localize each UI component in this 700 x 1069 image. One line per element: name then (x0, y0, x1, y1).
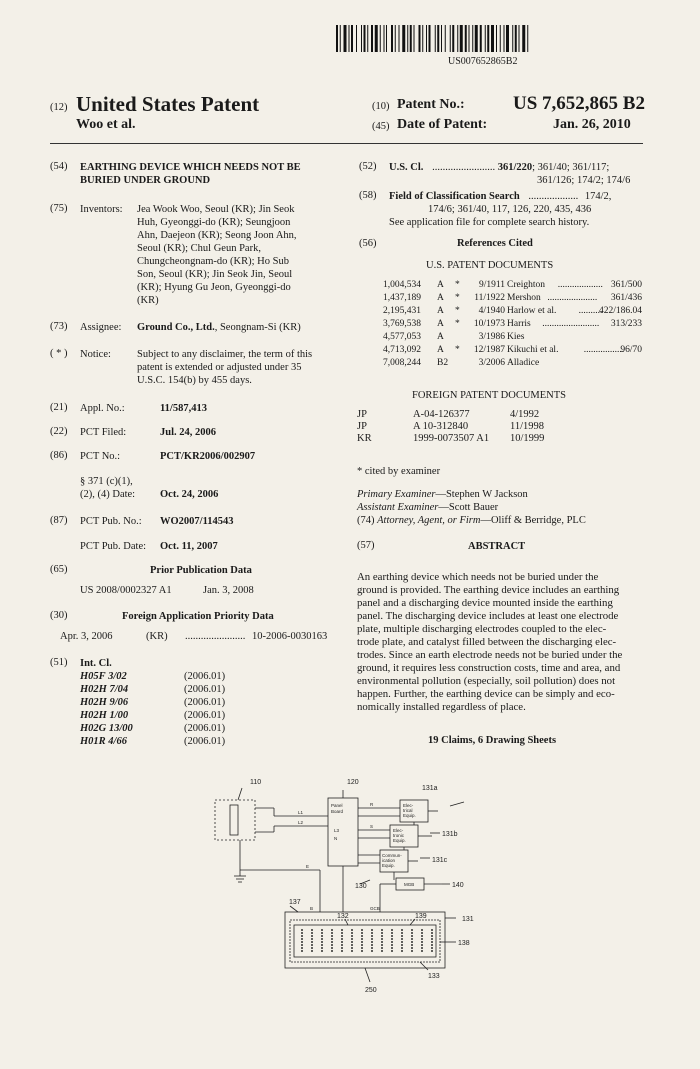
abstract-line: trode plate, and catalyst filled between the discharging elec- (357, 636, 617, 648)
uscl-main: 361/220 (497, 162, 533, 173)
foreign-doc-date: 4/1992 (510, 409, 540, 420)
us-doc-cls: 313/233 (610, 319, 642, 329)
us-doc-name: Creighton (507, 280, 545, 290)
code-86: (86) (50, 450, 68, 461)
us-doc-date: 12/1987 (473, 345, 505, 355)
refs-heading: References Cited (457, 238, 533, 249)
intcl-code: H02H 7/04 (80, 684, 129, 695)
us-doc-name: Kies (507, 332, 525, 342)
prior-pub-heading: Prior Publication Data (150, 565, 252, 576)
us-doc-name: Harlow et al. (507, 306, 557, 316)
us-doc-date: 10/1973 (473, 319, 505, 329)
fig-box-b-1: Elec- (393, 828, 404, 833)
fig-box-b-2: tronic (393, 833, 405, 838)
us-doc-no: 1,437,189 (383, 293, 421, 303)
prior-pub-no: US 2008/0002327 A1 (80, 585, 172, 596)
code-75: (75) (50, 203, 68, 214)
code-45: (45) (372, 121, 390, 132)
primary-name: —Stephen W Jackson (435, 489, 528, 500)
fig-coil (230, 805, 238, 835)
foreign-doc-date: 10/1999 (510, 433, 545, 444)
fp-dots: ....................... (185, 631, 246, 642)
code-30: (30) (50, 610, 68, 621)
code-65: (65) (50, 564, 68, 575)
us-doc-date: 3/2006 (478, 358, 505, 368)
foreign-doc-country: JP (357, 421, 367, 432)
fig-wire-l3: L3 (334, 828, 340, 833)
fp-number: 10-2006-0030163 (252, 631, 328, 642)
intcl-label: Int. Cl. (80, 658, 112, 669)
assignee (137, 321, 301, 334)
assignee-location: , Seongnam-Si (KR) (214, 322, 301, 333)
intcl-version: (2006.01) (184, 710, 226, 721)
intcl-code: H02H 1/00 (80, 710, 129, 721)
us-doc-kind: A (437, 345, 444, 355)
fig-label-120: 120 (347, 779, 359, 786)
title-line-2: BURIED UNDER GROUND (80, 175, 211, 186)
assistant-examiner (357, 501, 498, 514)
fig-label-140: 140 (452, 882, 464, 889)
code-56: (56) (359, 238, 377, 249)
us-doc-kind: A (437, 293, 444, 303)
fig-wire-s: S (370, 824, 374, 829)
inventor-short: Woo et al. (76, 117, 136, 132)
foreign-doc-number: A-04-126377 (413, 409, 470, 420)
us-doc-no: 4,577,053 (383, 332, 421, 342)
pct-pub-date: Oct. 11, 2007 (160, 541, 218, 552)
uscl-label: U.S. Cl. (389, 162, 424, 173)
assignee-name: Ground Co., Ltd. (137, 322, 215, 333)
s371-line-2: (2), (4) Date: (80, 489, 136, 500)
foreign-doc-country: JP (357, 409, 367, 420)
abstract-line: plate, multiple discharging electrodes coupled to the elec- (357, 623, 607, 635)
patent-date: Jan. 26, 2010 (553, 117, 631, 132)
fig-box-b-3: Equip. (393, 838, 406, 843)
code-54: (54) (50, 161, 68, 172)
us-doc-name: Mershon (507, 293, 541, 303)
code-21: (21) (50, 402, 68, 413)
fig-label-110: 110 (250, 779, 262, 786)
field-label: Field of Classification Search (389, 191, 520, 202)
us-doc-no: 2,195,431 (383, 306, 421, 316)
uscl-dots: ........................ (432, 162, 496, 173)
header-rule (50, 143, 643, 144)
intcl-version: (2006.01) (184, 736, 226, 747)
foreign-doc-country: KR (357, 433, 372, 444)
assistant-name: —Scott Bauer (438, 502, 499, 513)
inventor-line: (KR); Hyung Gu Jeon, Gyeonggi-do (137, 282, 291, 293)
notice-label: Notice: (80, 349, 111, 360)
fig-label-131: 131 (462, 916, 474, 923)
fig-label-131b: 131b (442, 831, 458, 838)
foreign-doc-number: A 10-312840 (413, 421, 469, 432)
fig-label-133: 133 (428, 973, 440, 980)
fig-wire-b: B (310, 906, 314, 911)
us-doc-kind: B2 (437, 358, 449, 368)
fig-wire-l1: L1 (298, 810, 304, 815)
abstract-heading: ABSTRACT (468, 541, 526, 552)
fig-earthing-panel (285, 912, 445, 968)
code-22: (22) (50, 426, 68, 437)
us-doc-cls: 422/186.04 (598, 306, 642, 316)
code-10: (10) (372, 101, 390, 112)
appl-no-label: Appl. No.: (80, 403, 125, 414)
us-docs-heading: U.S. PATENT DOCUMENTS (426, 260, 554, 271)
us-doc-kind: A (437, 319, 444, 329)
us-doc-kind: A (437, 280, 444, 290)
fig-box-c-1: Commun- (382, 853, 402, 858)
attorney-name: —Oliff & Berridge, PLC (480, 515, 586, 526)
code-57: (57) (357, 540, 375, 551)
pct-pub-no: WO2007/114543 (160, 516, 234, 527)
abstract-line: panel. The discharging device includes at least one electrode (357, 610, 619, 622)
us-doc-cls: 361/500 (610, 280, 642, 290)
abstract-line: nomically installed regardless of place. (357, 701, 526, 713)
us-doc-star: * (455, 345, 460, 355)
fig-wire-e: E (306, 864, 310, 869)
pct-no-label: PCT No.: (80, 451, 121, 462)
inventor-line: Chungcheongnam-do (KR); Ho Sub (137, 256, 289, 267)
us-doc-name: Alladice (507, 358, 540, 368)
pct-pub-date-label: PCT Pub. Date: (80, 541, 147, 552)
date-label: Date of Patent: (397, 117, 488, 132)
abstract-line: ground, it requires less construction costs, time and area, and (357, 662, 621, 674)
fig-panel-label-1: Panel (331, 803, 343, 808)
code-58: (58) (359, 190, 377, 201)
us-doc-dots: ................. (583, 345, 625, 355)
code-51: (51) (50, 657, 68, 668)
pct-no: PCT/KR2006/002907 (160, 451, 256, 462)
document-title: United States Patent (76, 92, 260, 116)
us-doc-name: Kikuchi et al. (507, 345, 559, 355)
us-doc-star: * (455, 319, 460, 329)
patent-no-label: Patent No.: (397, 97, 465, 112)
fig-label-138: 138 (458, 940, 470, 947)
us-doc-name: Harris (507, 319, 531, 329)
title-line-1: EARTHING DEVICE WHICH NEEDS NOT BE (80, 162, 301, 173)
s371-line-1: § 371 (c)(1), (80, 476, 133, 487)
fig-box-a-1: Elec- (403, 803, 414, 808)
fig-source-box (215, 800, 255, 840)
intcl-version: (2006.01) (184, 723, 226, 734)
prior-pub-date: Jan. 3, 2008 (203, 585, 254, 596)
inventor-line: Jea Wook Woo, Seoul (KR); Jin Seok (137, 204, 295, 215)
fig-label-250: 250 (365, 987, 377, 994)
claims-summary: 19 Claims, 6 Drawing Sheets (428, 735, 557, 746)
us-doc-date: 9/1911 (478, 280, 505, 290)
us-doc-date: 11/1922 (474, 293, 505, 303)
fig-label-131a: 131a (422, 785, 438, 792)
fig-box-a-2: trical (403, 808, 413, 813)
assistant-label: Assistant Examiner (357, 502, 439, 513)
fig-mgb-label: MGB (404, 882, 415, 887)
foreign-doc-date: 11/1998 (510, 421, 545, 432)
foreign-docs-heading: FOREIGN PATENT DOCUMENTS (412, 390, 567, 401)
code-12: (12) (50, 102, 68, 113)
pct-filed-label: PCT Filed: (80, 427, 127, 438)
field-dots: ................... (528, 191, 579, 202)
fig-box-a-3: Equip. (403, 813, 416, 818)
assignee-label: Assignee: (80, 322, 122, 333)
code-74: (74) (357, 515, 375, 526)
intcl-code: H05F 3/02 (80, 671, 127, 682)
fig-wire-gcb: GCB (370, 906, 380, 911)
fig-wire-r: R (370, 802, 374, 807)
us-doc-star: * (455, 280, 460, 290)
fig-wire-l2: L2 (298, 820, 304, 825)
abstract-line: panel and a discharging device mounted inside the earthing (357, 597, 613, 609)
us-doc-date: 4/1940 (478, 306, 505, 316)
fp-country: (KR) (146, 631, 168, 642)
pct-filed: Jul. 24, 2006 (160, 427, 217, 438)
front-page-figure (210, 770, 490, 1000)
inventor-line: Ahn, Daejeon (KR); Seong Joon Ahn, (137, 230, 297, 241)
intcl-version: (2006.01) (184, 684, 226, 695)
notice-line-3: U.S.C. 154(b) by 455 days. (137, 375, 252, 386)
abstract-line: An earthing device which needs not be buried under the (357, 571, 599, 583)
us-doc-no: 7,008,244 (383, 358, 421, 368)
us-doc-kind: A (437, 332, 444, 342)
field-value-1: 174/2, (584, 191, 612, 202)
us-doc-star: * (455, 306, 460, 316)
foreign-doc-number: 1999-0073507 A1 (413, 433, 490, 444)
cited-note: * cited by examiner (357, 466, 441, 477)
code-52: (52) (359, 161, 377, 172)
fig-label-137: 137 (289, 899, 301, 906)
inventor-line: Seoul (KR); Chul Geun Park, (137, 243, 261, 254)
us-doc-cls: 96/70 (620, 345, 642, 355)
us-doc-dots: ................... (557, 280, 603, 290)
appl-no: 11/587,413 (160, 403, 207, 414)
barcode-number: US007652865B2 (448, 56, 518, 67)
fig-label-130: 130 (355, 883, 367, 890)
notice-line-2: patent is extended or adjusted under 35 (137, 362, 302, 373)
attorney-label: Attorney, Agent, or Firm (377, 515, 481, 526)
attorney (357, 514, 586, 527)
intcl-code: H01R 4/66 (80, 736, 127, 747)
abstract-line: ground is provided. The earthing device includes an earthing (357, 584, 620, 596)
fig-electrodes (302, 929, 432, 953)
us-doc-no: 3,769,538 (383, 319, 421, 329)
fig-label-132: 132 (337, 913, 349, 920)
abstract-line: environmental pollution (especially, soil pollution) does not (357, 675, 616, 687)
uscl-line-2: 361/126; 174/2; 174/6 (537, 175, 631, 186)
code-notice: ( * ) (50, 348, 68, 359)
uscl-rest: ; 361/40; 361/117; (532, 162, 610, 173)
fig-label-139: 139 (415, 913, 427, 920)
notice-line-1: Subject to any disclaimer, the term of this (137, 349, 313, 360)
code-73: (73) (50, 321, 68, 332)
patent-no: US 7,652,865 B2 (513, 93, 645, 114)
field-line-1 (389, 190, 611, 203)
barcode (336, 25, 642, 52)
code-87: (87) (50, 515, 68, 526)
foreign-priority-heading: Foreign Application Priority Data (122, 611, 274, 622)
abstract-line: trodes. Since an earth electrode needs not be buried under the (357, 649, 623, 661)
field-line-3: See application file for complete search history. (389, 217, 590, 228)
intcl-code: H02G 13/00 (80, 723, 133, 734)
us-doc-dots: .......... (578, 306, 603, 316)
us-doc-dots: ........................ (542, 319, 600, 329)
fig-box-c-3: Equip. (382, 863, 395, 868)
fig-box-c-2: ication (382, 858, 396, 863)
pct-pub-no-label: PCT Pub. No.: (80, 516, 142, 527)
us-doc-dots: ..................... (547, 293, 598, 303)
fig-panel-label-2: Board (331, 809, 344, 814)
primary-examiner (357, 488, 528, 501)
us-doc-no: 4,713,092 (383, 345, 421, 355)
fig-wire-n: N (334, 836, 338, 841)
inventor-line: Huh, Gyeonggi-do (KR); Seungjoon (137, 217, 291, 228)
uscl-line-1 (389, 161, 609, 174)
us-doc-date: 3/1986 (478, 332, 505, 342)
inventors-label: Inventors: (80, 204, 123, 215)
us-doc-no: 1,004,534 (383, 280, 421, 290)
abstract-line: happen. Further, the earthing device can be simply and eco- (357, 688, 615, 700)
us-doc-cls: 361/436 (610, 293, 642, 303)
field-line-2: 174/6; 361/40, 117, 126, 220, 435, 436 (428, 204, 592, 215)
s371-date: Oct. 24, 2006 (160, 489, 219, 500)
primary-label: Primary Examiner (357, 489, 436, 500)
fig-label-131c: 131c (432, 857, 448, 864)
intcl-version: (2006.01) (184, 671, 226, 682)
us-doc-star: * (455, 293, 460, 303)
intcl-version: (2006.01) (184, 697, 226, 708)
inventor-line: Son, Seoul (KR); Jin Seok Jin, Seoul (137, 269, 293, 280)
inventor-line: (KR) (137, 295, 159, 306)
fp-date: Apr. 3, 2006 (60, 631, 113, 642)
intcl-code: H02H 9/06 (80, 697, 129, 708)
us-doc-kind: A (437, 306, 444, 316)
